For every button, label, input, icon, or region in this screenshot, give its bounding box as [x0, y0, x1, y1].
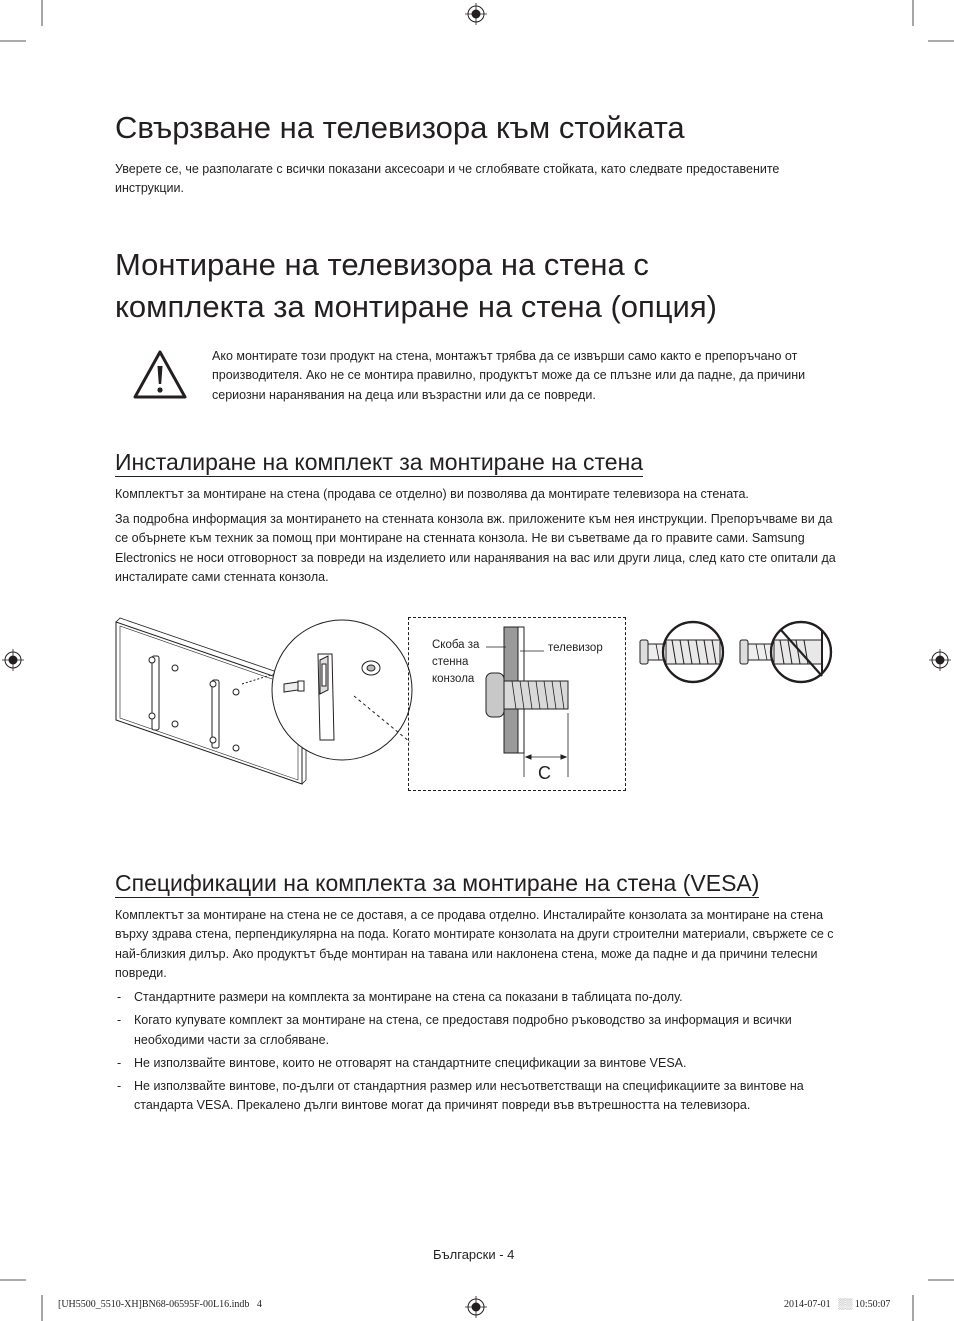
warning-triangle-icon	[132, 349, 188, 401]
list-item: - Не използвайте винтове, които не отговарят на стандартните спецификации за винтове VESA.	[117, 1055, 687, 1070]
list-item: - Не използвайте винтове, по-дълги от стандартния размер или несъответстващи на спецификациите за винтове на стандарта VESA. Прекалено дълги винтове могат да причинят повреди във вътрешността на телевизора.	[117, 1079, 804, 1113]
install-paragraph-1: Комплектът за монтиране на стена (продава се отделно) ви позволява да монтирате телевизора на стената.	[115, 487, 749, 501]
wallmount-warning-text: Ако монтирате този продукт на стена, монтажът трябва да се извърши само както е препоръчано от производителя. Ако не се монтира правилно, продуктът може да се плъзне или да падне, да причини сериозни наранявания на деца или възрастни или да се повреди.	[212, 349, 806, 402]
tv-label: телевизор	[548, 642, 603, 654]
registration-mark-icon	[2, 649, 24, 671]
stand-section-title: Свързване на телевизора към стойката	[115, 110, 685, 145]
dimension-c-label: C	[538, 763, 551, 783]
registration-mark-icon	[465, 1296, 487, 1318]
vesa-section-title: Спецификации на комплекта за монтиране на стена (VESA)	[115, 870, 760, 896]
date-slug: 2014-07-01 ░░ 10:50:07	[784, 1299, 891, 1310]
wallmount-title-line1: Монтиране на телевизора на стена с	[115, 247, 649, 282]
registration-mark-icon	[929, 649, 951, 671]
install-paragraph-2: За подробна информация за монтирането на стенната конзола вж. приложените към нея инструкции. Препоръчваме ви да се обърнете към техник за помощ при монтиране на стенната конзола. Не ви съветваме да го правите сами. Samsung Electronics не носи отговорност за повреди на изделието или наранявания на вас или други лица, след като сте опитали да инсталирате сами стенната конзола.	[115, 512, 836, 584]
vesa-paragraph: Комплектът за монтиране на стена не се доставя, а се продава отделно. Инсталирайте конзолата за монтиране на стена върху здрава стена, перпендикулярна на пода. Когато монтирате конзолата на други строителни материали, свържете се с най-близкия дилър. Ако продуктът бъде монтиран на тавана или наклонена стена, може да падне и да причини телесни повреди.	[115, 908, 834, 980]
list-item: - Когато купувате комплект за монтиране на стена, се предоставя подробно ръководство за информация и всички необходими части за сглобяване.	[117, 1013, 792, 1047]
wallmount-title-line2: комплекта за монтиране на стена (опция)	[115, 289, 717, 324]
install-section-title: Инсталиране на комплект за монтиране на стена	[115, 449, 644, 475]
registration-mark-icon	[465, 3, 487, 25]
page-number: Български - 4	[433, 1247, 515, 1262]
stand-section-text: Уверете се, че разполагате с всички показани аксесоари и че сглобявате стойката, като следвате предоставените инструкции.	[115, 162, 780, 196]
bracket-label: Скоба за стенна конзола	[432, 639, 480, 685]
screw-ok-icon	[638, 616, 728, 688]
screw-not-allowed-icon	[738, 616, 838, 688]
bracket-zoom-circle	[262, 612, 422, 772]
list-item: - Стандартните размери на комплекта за монтиране на стена са показани в таблицата по-долу.	[117, 990, 683, 1004]
vesa-bullet-list	[115, 988, 840, 1120]
file-slug: [UH5500_5510-XH]BN68-06595F-00L16.indb 4	[58, 1299, 262, 1310]
